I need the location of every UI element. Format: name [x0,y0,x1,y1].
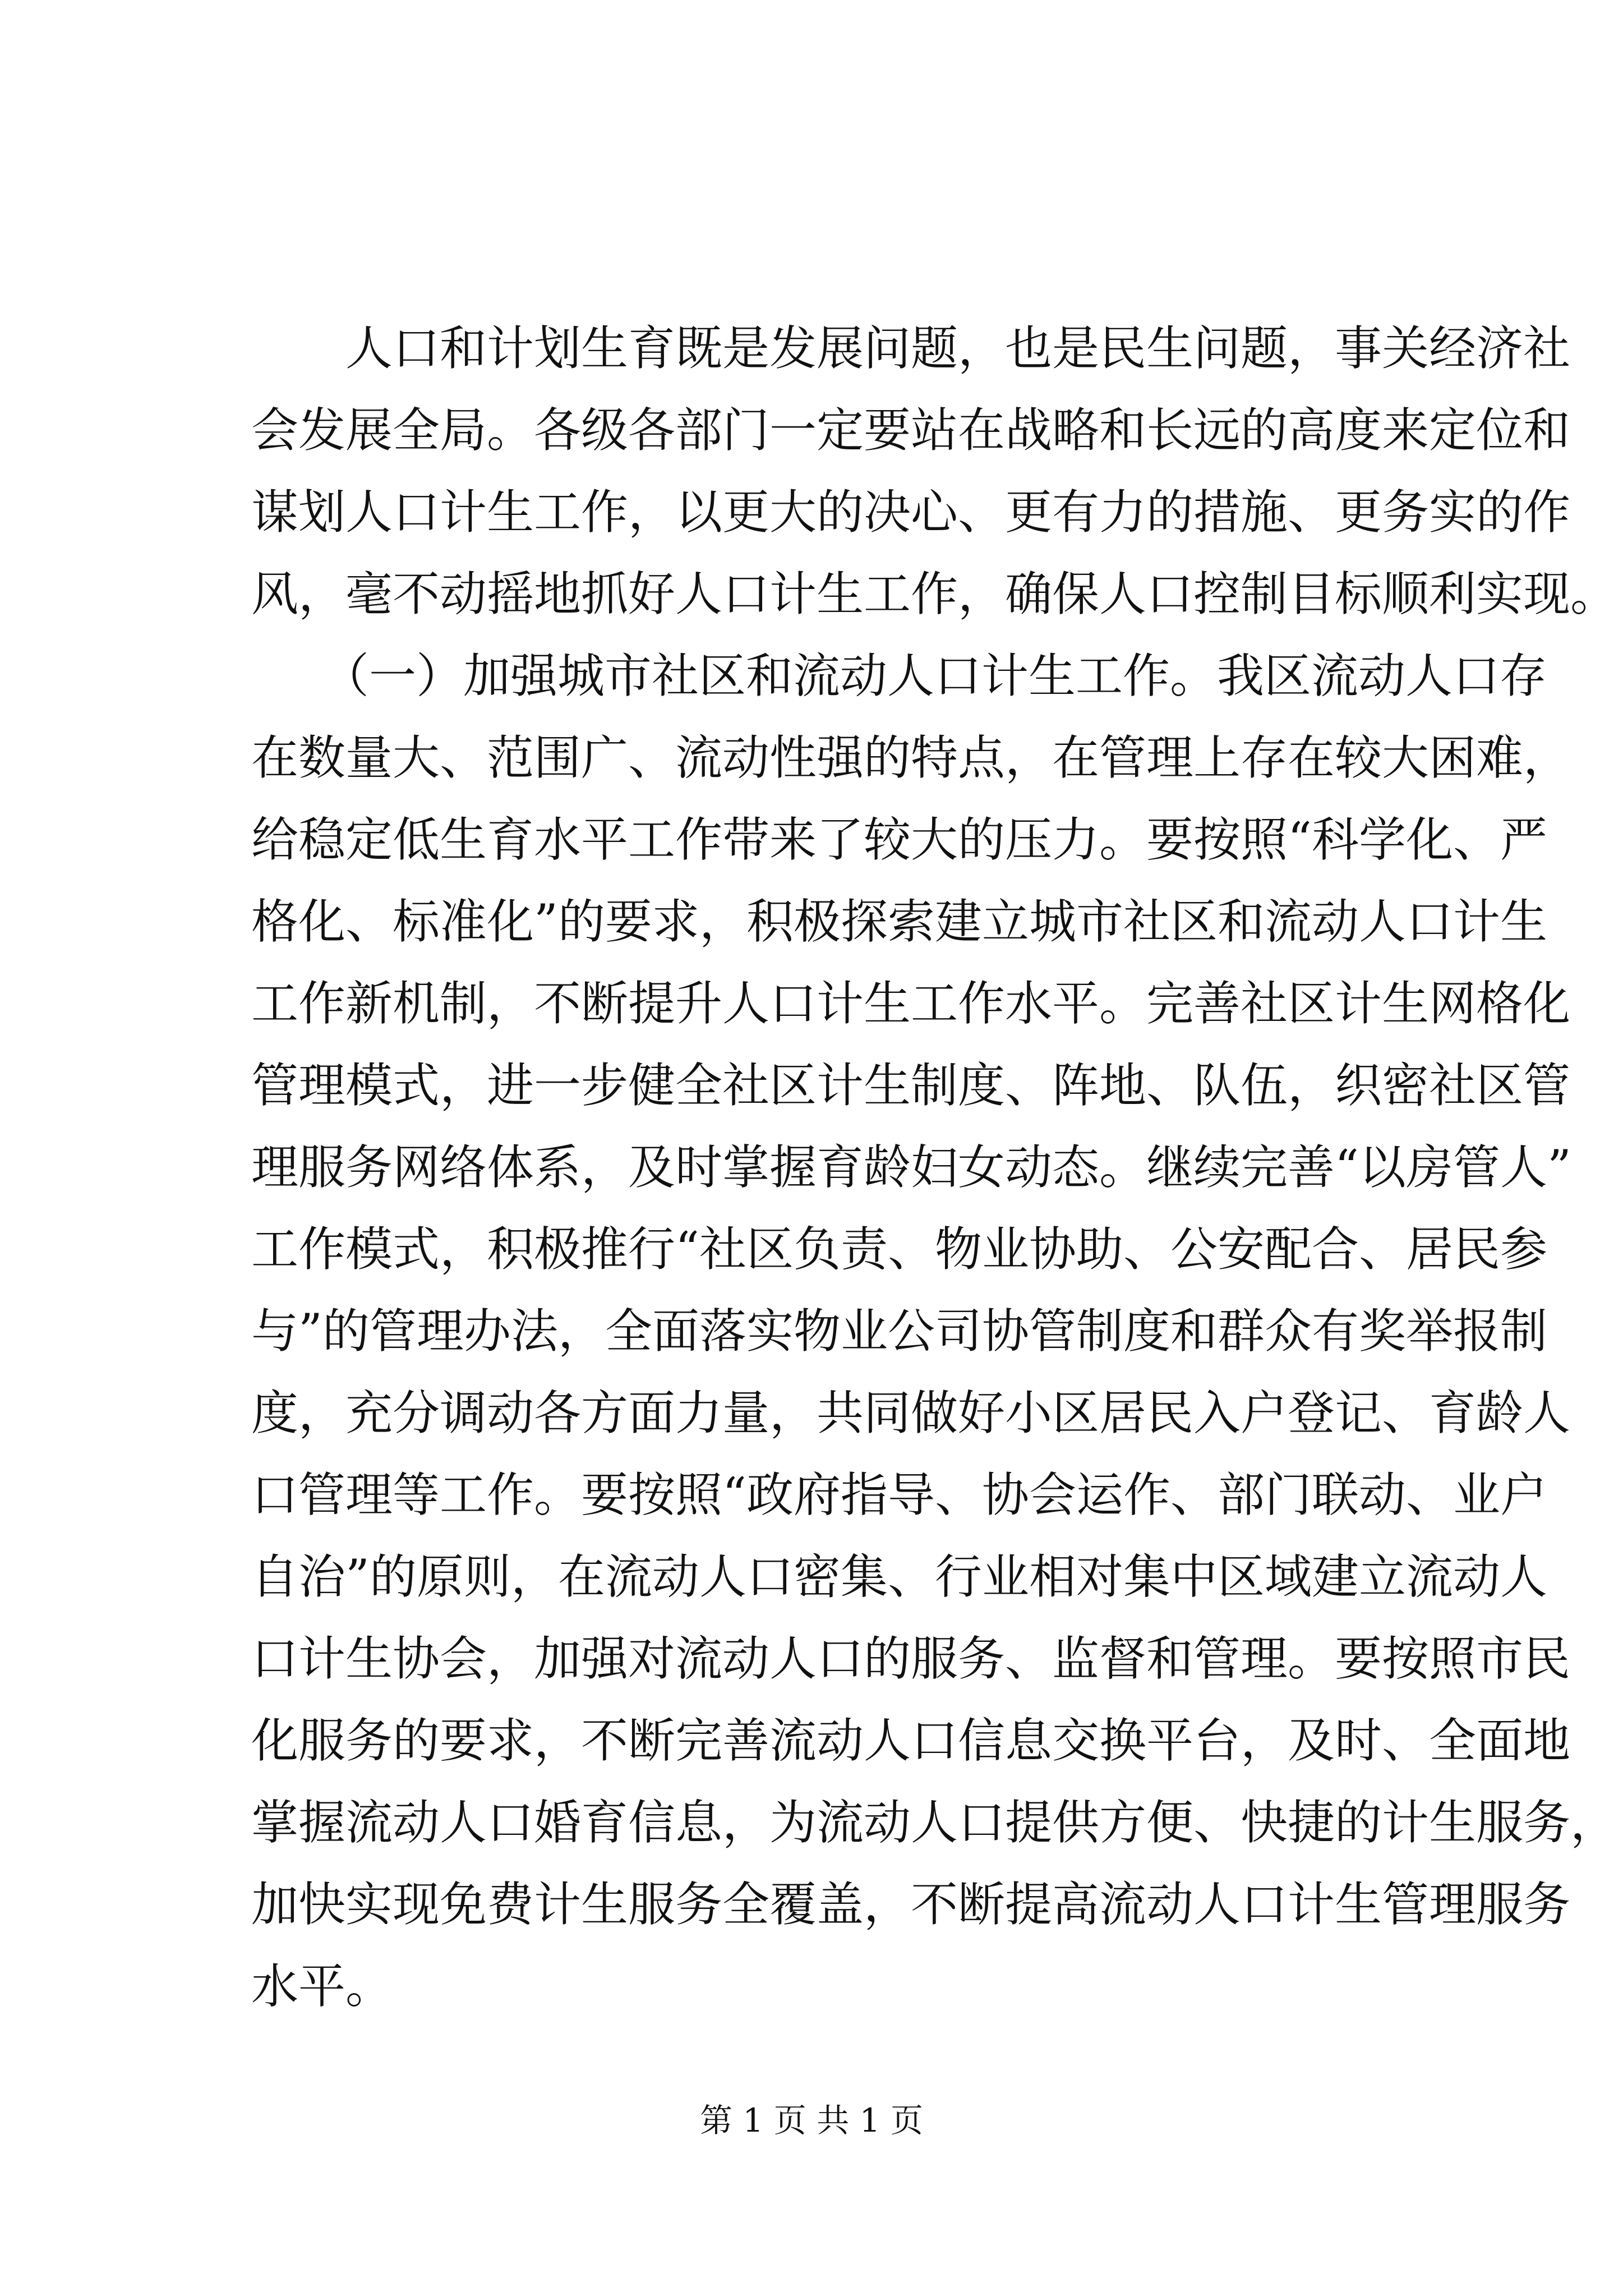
text-line: 会发展全局。各级各部门一定要站在战略和长远的高度来定位和 [251,403,1571,458]
page-footer: 第 1 页 共 1 页 [700,2101,923,2139]
text-line: 口管理等工作。要按照“政府指导、协会运作、部门联动、业户 [251,1467,1547,1522]
text-line: 掌握流动人口婚育信息，为流动人口提供方便、快捷的计生服务， [251,1795,1618,1850]
text-line: 风，毫不动摇地抓好人口计生工作，确保人口控制目标顺利实现。 [251,567,1618,622]
section-heading-line: （一）加强城市社区和流动人口计生工作。我区流动人口存 [251,648,1547,703]
text-line: 工作模式，积极推行“社区负责、物业协助、公安配合、居民参 [251,1222,1547,1277]
text-line: 在数量大、范围广、流动性强的特点，在管理上存在较大困难， [251,730,1571,785]
text-line-last: 水平。 [251,1959,393,2014]
text-line: 自治”的原则，在流动人口密集、行业相对集中区域建立流动人 [251,1549,1547,1604]
text-line: 加快实现免费计生服务全覆盖，不断提高流动人口计生管理服务 [251,1877,1571,1932]
text-line: 人口和计划生育既是发展问题，也是民生问题，事关经济社 [251,321,1571,376]
text-line: 与”的管理办法，全面落实物业公司协管制度和群众有奖举报制 [251,1304,1547,1359]
text-line: 管理模式，进一步健全社区计生制度、阵地、队伍，织密社区管 [251,1058,1571,1113]
text-line: 给稳定低生育水平工作带来了较大的压力。要按照“科学化、严 [251,812,1547,867]
text-line: 工作新机制，不断提升人口计生工作水平。完善社区计生网格化 [251,976,1571,1031]
text-line: 度，充分调动各方面力量，共同做好小区居民入户登记、育龄人 [251,1386,1571,1441]
text-line: 谋划人口计生工作，以更大的决心、更有力的措施、更务实的作 [251,485,1571,540]
text-line: 格化、标准化”的要求，积极探索建立城市社区和流动人口计生 [251,894,1547,949]
text-line: 口计生协会，加强对流动人口的服务、监督和管理。要按照市民 [251,1631,1571,1686]
text-line: 化服务的要求，不断完善流动人口信息交换平台，及时、全面地 [251,1713,1571,1768]
text-line: 理服务网络体系，及时掌握育龄妇女动态。继续完善“以房管人” [251,1140,1571,1195]
